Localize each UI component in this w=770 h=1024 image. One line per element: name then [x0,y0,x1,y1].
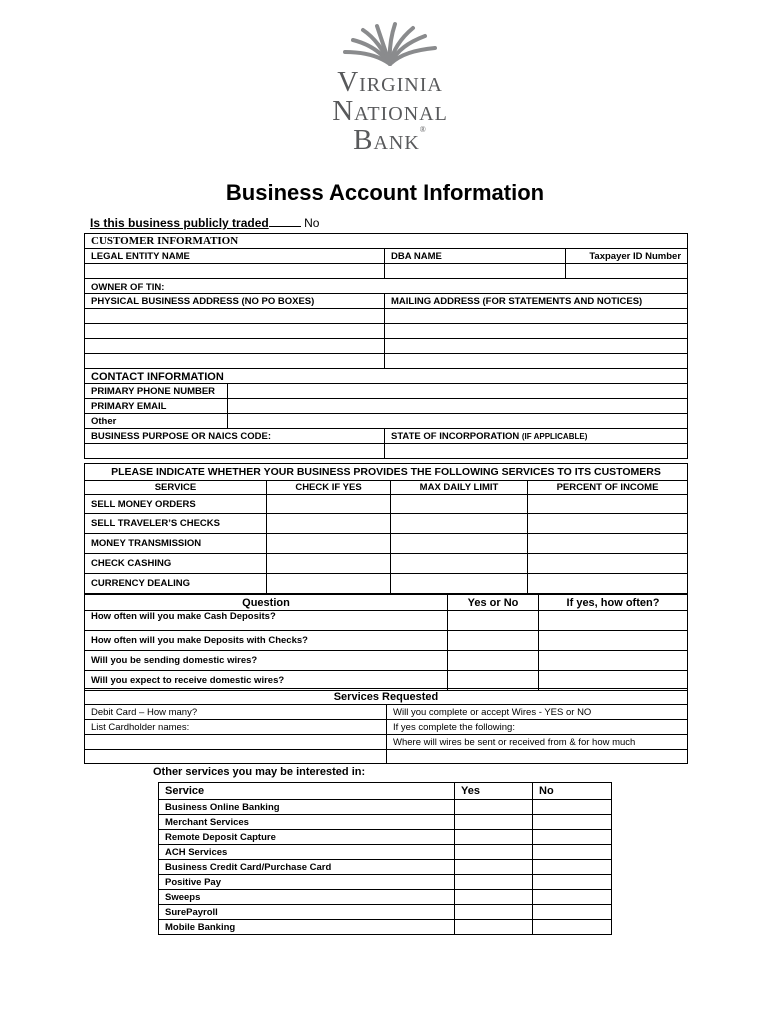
other-label: Other [85,414,228,429]
other-yes-cell[interactable] [455,875,533,890]
wires-question: Will you complete or accept Wires - YES or NO [387,705,688,720]
max-daily-limit-cell[interactable] [391,534,528,554]
question-label: How often will you make Deposits with Checks? [85,631,448,651]
services-provided-table [84,463,688,594]
col-how-often: If yes, how often? [539,595,688,611]
other-yes-cell[interactable] [455,920,533,935]
wires-instruction: If yes complete the following: [387,720,688,735]
percent-income-cell[interactable] [528,534,688,554]
other-yes-cell[interactable] [455,830,533,845]
mailing-address-field[interactable] [385,339,688,354]
logo-line-1: Virginia [337,66,443,98]
bank-logo [305,20,475,155]
registered-mark: ® [419,125,427,134]
services-requested-table [84,688,688,764]
legal-entity-field[interactable] [85,264,385,279]
other-field[interactable] [228,414,688,429]
col-other-service: Service [159,783,455,800]
other-service-label: Remote Deposit Capture [159,830,455,845]
customer-info-table [84,233,688,459]
other-yes-cell[interactable] [455,800,533,815]
check-if-yes-cell[interactable] [267,534,391,554]
col-max-daily-limit: MAX DAILY LIMIT [391,481,528,495]
cardholder-names-label: List Cardholder names: [85,720,387,735]
percent-income-cell[interactable] [528,554,688,574]
physical-address-field[interactable] [85,309,385,324]
col-other-no: No [533,783,612,800]
business-purpose-label: BUSINESS PURPOSE OR NAICS CODE: [85,429,385,444]
service-row-label: MONEY TRANSMISSION [85,534,267,554]
check-if-yes-cell[interactable] [267,574,391,594]
state-incorporation-label: STATE OF INCORPORATION [391,430,520,442]
tin-label: Taxpayer ID Number [566,249,688,264]
debit-card-label: Debit Card – How many? [85,705,387,720]
other-service-label: Business Credit Card/Purchase Card [159,860,455,875]
other-no-cell[interactable] [533,860,612,875]
service-row-label: CURRENCY DEALING [85,574,267,594]
max-daily-limit-cell[interactable] [391,514,528,534]
check-if-yes-cell[interactable] [267,495,391,514]
how-often-cell[interactable] [539,651,688,671]
service-row-label: SELL MONEY ORDERS [85,495,267,514]
cardholder-names-field[interactable] [85,735,387,750]
other-service-label: Merchant Services [159,815,455,830]
question-label: Will you be sending domestic wires? [85,651,448,671]
col-percent-income: PERCENT OF INCOME [528,481,688,495]
mailing-address-label: MAILING ADDRESS (FOR STATEMENTS AND NOTICES) [385,294,688,309]
page-title: Business Account Information [225,180,545,205]
max-daily-limit-cell[interactable] [391,574,528,594]
email-label: PRIMARY EMAIL [85,399,228,414]
wires-details-label: Where will wires be sent or received from & for how much [387,735,688,750]
yes-or-no-cell[interactable] [448,611,539,631]
max-daily-limit-cell[interactable] [391,554,528,574]
phone-field[interactable] [228,384,688,399]
publicly-traded-blank[interactable] [269,215,301,227]
yes-or-no-cell[interactable] [448,631,539,651]
check-if-yes-cell[interactable] [267,514,391,534]
other-service-label: Sweeps [159,890,455,905]
percent-income-cell[interactable] [528,514,688,534]
publicly-traded-answer: No [304,216,320,230]
mailing-address-field[interactable] [385,309,688,324]
tin-field[interactable] [566,264,688,279]
wires-details-field[interactable] [387,750,688,764]
services-provided-heading: PLEASE INDICATE WHETHER YOUR BUSINESS PROVIDES THE FOLLOWING SERVICES TO ITS CUSTOMERS [85,464,688,481]
physical-address-field[interactable] [85,339,385,354]
other-yes-cell[interactable] [455,890,533,905]
questions-table [84,594,688,691]
other-service-label: SurePayroll [159,905,455,920]
publicly-traded-question: Is this business publicly traded [90,216,269,230]
col-service: SERVICE [85,481,267,495]
col-yes-or-no: Yes or No [448,595,539,611]
percent-income-cell[interactable] [528,495,688,514]
mailing-address-field[interactable] [385,324,688,339]
other-yes-cell[interactable] [455,860,533,875]
col-other-yes: Yes [455,783,533,800]
other-services-heading: Other services you may be interested in: [153,766,366,778]
physical-address-field[interactable] [85,354,385,369]
dba-field[interactable] [385,264,566,279]
percent-income-cell[interactable] [528,574,688,594]
other-no-cell[interactable] [533,845,612,860]
cardholder-names-field[interactable] [85,750,387,764]
other-no-cell[interactable] [533,815,612,830]
other-no-cell[interactable] [533,800,612,815]
col-check-if-yes: CHECK IF YES [267,481,391,495]
legal-entity-label: LEGAL ENTITY NAME [85,249,385,264]
contact-info-heading: CONTACT INFORMATION [85,369,688,384]
customer-info-heading: CUSTOMER INFORMATION [85,234,688,249]
wheat-emblem-icon [335,20,445,66]
yes-or-no-cell[interactable] [448,651,539,671]
other-service-label: ACH Services [159,845,455,860]
col-question: Question [85,595,448,611]
other-no-cell[interactable] [533,905,612,920]
physical-address-field[interactable] [85,324,385,339]
other-service-label: Positive Pay [159,875,455,890]
publicly-traded-line [90,215,319,230]
other-no-cell[interactable] [533,920,612,935]
other-service-label: Mobile Banking [159,920,455,935]
state-incorporation-note: (IF APPLICABLE) [521,431,588,441]
service-row-label: SELL TRAVELER’S CHECKS [85,514,267,534]
business-purpose-field[interactable] [85,444,385,459]
question-label: Will you expect to receive domestic wires? [85,671,448,691]
check-if-yes-cell[interactable] [267,554,391,574]
state-incorporation-field[interactable] [385,444,688,459]
question-label: How often will you make Cash Deposits? [85,611,448,631]
logo-line-2: National [332,95,448,127]
max-daily-limit-cell[interactable] [391,495,528,514]
service-row-label: CHECK CASHING [85,554,267,574]
other-yes-cell[interactable] [455,905,533,920]
other-service-label: Business Online Banking [159,800,455,815]
logo-line-3: Bank [353,124,420,156]
email-field[interactable] [228,399,688,414]
other-services-table [158,782,612,935]
other-no-cell[interactable] [533,890,612,905]
physical-address-label: PHYSICAL BUSINESS ADDRESS (NO PO BOXES) [85,294,385,309]
phone-label: PRIMARY PHONE NUMBER [85,384,228,399]
other-yes-cell[interactable] [455,815,533,830]
how-often-cell[interactable] [539,631,688,651]
owner-tin-label: OWNER OF TIN: [85,279,688,294]
other-no-cell[interactable] [533,830,612,845]
mailing-address-field[interactable] [385,354,688,369]
how-often-cell[interactable] [539,611,688,631]
other-no-cell[interactable] [533,875,612,890]
dba-label: DBA NAME [385,249,566,264]
services-requested-heading: Services Requested [85,689,688,705]
other-yes-cell[interactable] [455,845,533,860]
